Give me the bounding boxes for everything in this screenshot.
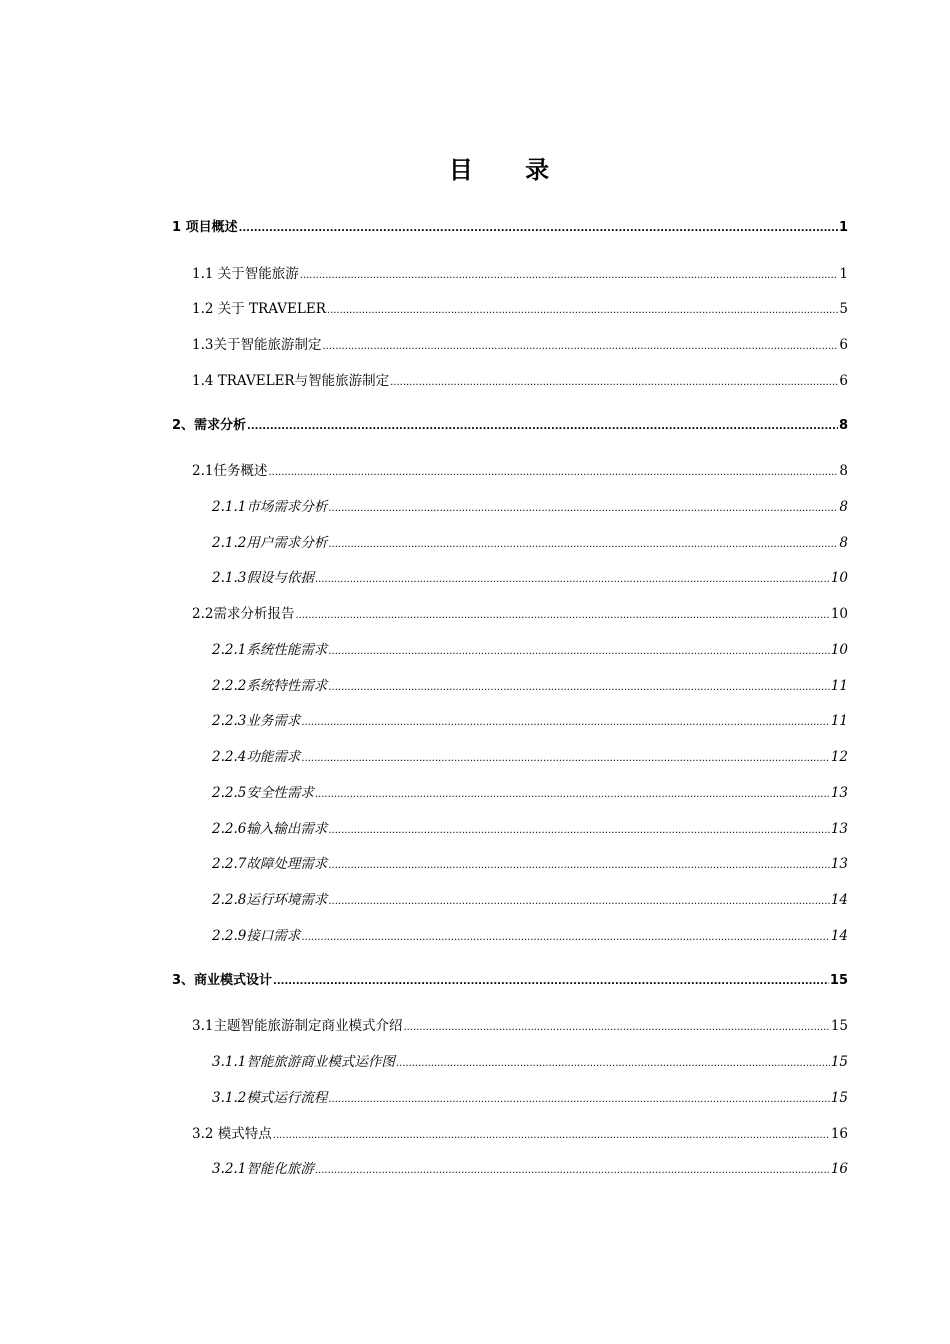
toc-entry-title: 2.2.6输入输出需求	[212, 821, 328, 837]
toc-entry-title: 3.2.1智能化旅游	[212, 1161, 314, 1177]
toc-entry-page: 13	[830, 785, 848, 801]
toc-leader-dots	[247, 417, 838, 437]
toc-leader-dots	[328, 499, 838, 519]
toc-entry-page: 13	[830, 821, 848, 837]
toc-entry-page: 1	[838, 220, 848, 235]
toc-entry[interactable]	[212, 1052, 848, 1072]
toc-entry[interactable]	[212, 676, 848, 696]
toc-entry-title: 2.1.1市场需求分析	[212, 499, 328, 515]
toc-entry-title: 3.1主题智能旅游制定商业模式介绍	[192, 1018, 403, 1034]
toc-leader-dots	[301, 713, 829, 733]
toc-leader-dots	[328, 892, 829, 912]
toc-entry[interactable]	[212, 854, 848, 874]
toc-leader-dots	[328, 856, 829, 876]
toc-entry[interactable]	[172, 218, 848, 238]
toc-entry-page: 10	[830, 570, 848, 586]
toc-entry-page: 8	[838, 418, 848, 433]
toc-entry[interactable]	[192, 1124, 848, 1144]
toc-entry-title: 2.2.5安全性需求	[212, 785, 314, 801]
toc-leader-dots	[403, 1018, 829, 1038]
toc-entry-page: 10	[830, 642, 848, 658]
toc-entry-page: 15	[830, 1090, 848, 1106]
toc-entry[interactable]	[212, 819, 848, 839]
toc-entry-title: 1 项目概述	[172, 220, 238, 235]
toc-leader-dots	[295, 606, 829, 626]
toc-entry-title: 2.1任务概述	[192, 463, 268, 479]
toc-entry-title: 1.3关于智能旅游制定	[192, 337, 322, 353]
toc-entry-page: 15	[830, 1054, 848, 1070]
toc-leader-dots	[273, 1126, 830, 1146]
toc-leader-dots	[315, 785, 830, 805]
toc-entry-page: 13	[830, 856, 848, 872]
toc-entry-page: 14	[830, 892, 848, 908]
toc-entry-page: 1	[839, 266, 848, 282]
toc-entry-page: 16	[830, 1126, 848, 1142]
toc-leader-dots	[301, 749, 829, 769]
toc-entry-page: 8	[839, 499, 848, 515]
toc-entry-title: 2.1.3假设与依据	[212, 570, 314, 586]
toc-entry-title: 3、商业模式设计	[172, 973, 273, 988]
toc-entry-title: 3.1.2模式运行流程	[212, 1090, 328, 1106]
toc-leader-dots	[328, 1090, 829, 1110]
toc-leader-dots	[328, 535, 838, 555]
toc-leader-dots	[327, 301, 839, 321]
toc-entry[interactable]	[212, 640, 848, 660]
toc-entry-title: 2.2需求分析报告	[192, 606, 295, 622]
toc-entry-title: 3.1.1智能旅游商业模式运作图	[212, 1054, 395, 1070]
toc-entry[interactable]	[212, 568, 848, 588]
toc-entry[interactable]	[212, 1159, 848, 1179]
toc-entry-page: 16	[830, 1161, 848, 1177]
toc-leader-dots	[268, 463, 838, 483]
toc-entry[interactable]	[212, 1088, 848, 1108]
toc-entry[interactable]	[192, 264, 848, 284]
toc-entry-page: 15	[829, 973, 848, 988]
toc-leader-dots	[328, 678, 829, 698]
toc-entry-page: 5	[839, 301, 848, 317]
toc-entry-page: 12	[830, 749, 848, 765]
toc-entry[interactable]	[212, 783, 848, 803]
toc-leader-dots	[315, 570, 830, 590]
toc-leader-dots	[315, 1161, 830, 1181]
toc-entry-title: 2.2.4功能需求	[212, 749, 301, 765]
toc-leader-dots	[390, 373, 838, 393]
toc-entry-title: 2.2.2系统特性需求	[212, 678, 328, 694]
toc-leader-dots	[273, 972, 829, 992]
toc-entry[interactable]	[212, 890, 848, 910]
toc-entry-title: 1.2 关于 TRAVELER	[192, 301, 326, 317]
toc-entry[interactable]	[192, 604, 848, 624]
toc-entry-title: 1.1 关于智能旅游	[192, 266, 299, 282]
toc-leader-dots	[328, 821, 829, 841]
toc-entry[interactable]	[172, 416, 848, 436]
toc-entry-page: 6	[839, 373, 848, 389]
toc-entry-page: 8	[839, 535, 848, 551]
toc-leader-dots	[301, 928, 829, 948]
toc-entry-page: 8	[839, 463, 848, 479]
toc-leader-dots	[239, 219, 838, 239]
toc-entry[interactable]	[212, 533, 848, 553]
toc-entry-title: 2.2.3业务需求	[212, 713, 301, 729]
toc-entry-page: 11	[830, 678, 848, 694]
toc-entry-title: 2、需求分析	[172, 418, 247, 433]
toc-entry-title: 2.2.1系统性能需求	[212, 642, 328, 658]
toc-entry-page: 6	[839, 337, 848, 353]
toc-entry-title: 2.2.7故障处理需求	[212, 856, 328, 872]
toc-entry[interactable]	[212, 711, 848, 731]
toc-entry[interactable]	[192, 1016, 848, 1036]
toc-leader-dots	[396, 1054, 830, 1074]
toc-entry[interactable]	[172, 971, 848, 991]
toc-entry-page: 10	[830, 606, 848, 622]
toc-leader-dots	[322, 337, 838, 357]
toc-entry-page: 11	[830, 713, 848, 729]
toc-entry-title: 2.2.8运行环境需求	[212, 892, 328, 908]
toc-entry-title: 3.2 模式特点	[192, 1126, 272, 1142]
toc-title: 目 录	[448, 156, 572, 184]
toc-entry-title: 2.1.2用户需求分析	[212, 535, 328, 551]
toc-entry[interactable]	[192, 299, 848, 319]
toc-entry[interactable]	[192, 335, 848, 355]
toc-leader-dots	[328, 642, 829, 662]
toc-entry-title: 1.4 TRAVELER与智能旅游制定	[192, 373, 390, 389]
toc-entry[interactable]	[212, 926, 848, 946]
toc-entry[interactable]	[212, 497, 848, 517]
toc-entry-page: 15	[830, 1018, 848, 1034]
toc-entry[interactable]	[212, 747, 848, 767]
toc-entry[interactable]	[192, 461, 848, 481]
toc-entry-title: 2.2.9接口需求	[212, 928, 301, 944]
toc-entry-page: 14	[830, 928, 848, 944]
toc-leader-dots	[300, 266, 839, 286]
toc-entry[interactable]	[192, 371, 848, 391]
